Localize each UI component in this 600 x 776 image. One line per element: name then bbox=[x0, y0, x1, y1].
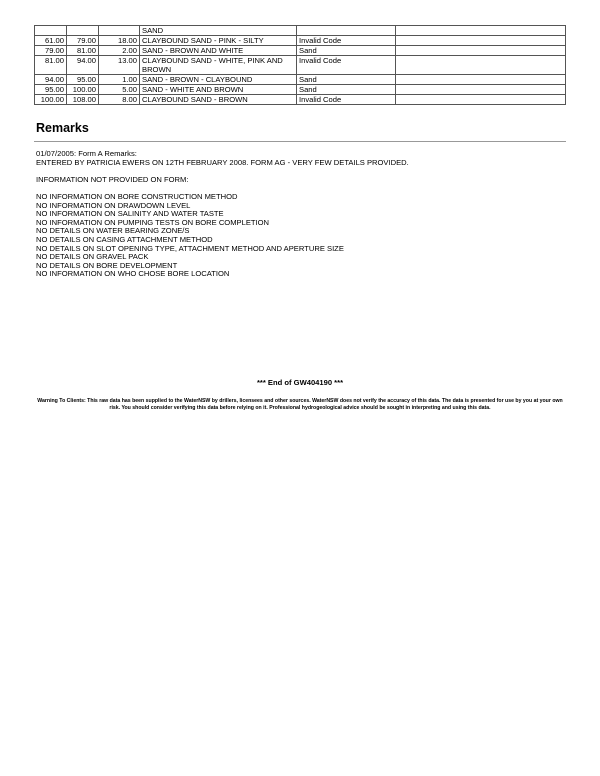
comments-cell bbox=[396, 95, 566, 105]
geology-code-cell: Invalid Code bbox=[297, 56, 396, 75]
remarks-line: NO DETAILS ON SLOT OPENING TYPE, ATTACHMENT METHOD AND APERTURE SIZE bbox=[36, 243, 344, 253]
remarks-line: NO INFORMATION ON WHO CHOSE BORE LOCATION bbox=[36, 269, 230, 279]
table-row bbox=[35, 26, 566, 36]
geology-code-cell: Invalid Code bbox=[297, 36, 396, 46]
depth-from-cell: 94.00 bbox=[35, 75, 67, 85]
remarks-line: NO DETAILS ON CASING ATTACHMENT METHOD bbox=[36, 234, 213, 244]
lithology-table-body bbox=[35, 26, 566, 105]
description-cell: SAND bbox=[140, 26, 297, 36]
depth-from-cell: 81.00 bbox=[35, 56, 67, 75]
remarks-line: INFORMATION NOT PROVIDED ON FORM: bbox=[36, 174, 189, 184]
description-cell: CLAYBOUND SAND - BROWN bbox=[140, 95, 297, 105]
remarks-divider bbox=[34, 141, 566, 142]
table-row bbox=[35, 36, 566, 46]
thickness-cell: 2.00 bbox=[99, 46, 140, 56]
remarks-line: 01/07/2005: Form A Remarks: bbox=[36, 149, 137, 158]
depth-from-cell: 100.00 bbox=[35, 95, 67, 105]
geology-code-cell: Sand bbox=[297, 46, 396, 56]
thickness-cell: 8.00 bbox=[99, 95, 140, 105]
thickness-cell: 1.00 bbox=[99, 75, 140, 85]
lithology-table bbox=[34, 25, 566, 105]
comments-cell bbox=[396, 46, 566, 56]
description-cell: CLAYBOUND SAND - WHITE, PINK AND BROWN bbox=[140, 56, 297, 75]
remarks-line: NO DETAILS ON GRAVEL PACK bbox=[36, 252, 149, 262]
description-cell: SAND - WHITE AND BROWN bbox=[140, 85, 297, 95]
remarks-line: NO INFORMATION ON SALINITY AND WATER TASTE bbox=[36, 209, 224, 219]
end-of-record-marker: *** End of GW404190 *** bbox=[256, 378, 344, 387]
depth-to-cell: 79.00 bbox=[67, 36, 99, 46]
thickness-cell: 13.00 bbox=[99, 56, 140, 75]
depth-to-cell: 94.00 bbox=[67, 56, 99, 75]
depth-from-cell: 61.00 bbox=[35, 36, 67, 46]
depth-to-cell: 108.00 bbox=[67, 95, 99, 105]
table-row bbox=[35, 85, 566, 95]
description-cell: SAND - BROWN AND WHITE bbox=[140, 46, 297, 56]
remarks-body bbox=[36, 150, 566, 279]
depth-from-cell bbox=[35, 26, 67, 36]
table-row bbox=[35, 75, 566, 85]
remarks-line: NO INFORMATION ON DRAWDOWN LEVEL bbox=[36, 200, 191, 210]
depth-from-cell: 95.00 bbox=[35, 85, 67, 95]
description-cell: SAND - BROWN - CLAYBOUND bbox=[140, 75, 297, 85]
remarks-line: NO DETAILS ON WATER BEARING ZONE/S bbox=[36, 226, 190, 236]
remarks-line: NO DETAILS ON BORE DEVELOPMENT bbox=[36, 260, 178, 270]
geology-code-cell: Invalid Code bbox=[297, 95, 396, 105]
geology-code-cell: Sand bbox=[297, 85, 396, 95]
geology-code-cell: Sand bbox=[297, 75, 396, 85]
depth-to-cell: 100.00 bbox=[67, 85, 99, 95]
thickness-cell: 5.00 bbox=[99, 85, 140, 95]
remarks-line: NO INFORMATION ON PUMPING TESTS ON BORE COMPLETION bbox=[36, 217, 270, 227]
remarks-heading: Remarks bbox=[36, 121, 89, 135]
thickness-cell bbox=[99, 26, 140, 36]
thickness-cell: 18.00 bbox=[99, 36, 140, 46]
geology-code-cell bbox=[297, 26, 396, 36]
comments-cell bbox=[396, 36, 566, 46]
table-row bbox=[35, 46, 566, 56]
depth-to-cell bbox=[67, 26, 99, 36]
remarks-line: NO INFORMATION ON BORE CONSTRUCTION METHOD bbox=[36, 191, 238, 201]
depth-to-cell: 81.00 bbox=[67, 46, 99, 56]
warning-to-clients: Warning To Clients: This raw data has been supplied to the WaterNSW by drillers, licensees and other sources. WaterNSW does not verify the accuracy of this data. The data is presented for use by you at your own risk. You should consider verifying this data before relying on it. Professional hydrogeological advice should be sought in interpreting and using this data. bbox=[37, 398, 563, 411]
comments-cell bbox=[396, 75, 566, 85]
comments-cell bbox=[396, 85, 566, 95]
description-cell: CLAYBOUND SAND - PINK - SILTY bbox=[140, 36, 297, 46]
depth-from-cell: 79.00 bbox=[35, 46, 67, 56]
table-row bbox=[35, 56, 566, 75]
depth-to-cell: 95.00 bbox=[67, 75, 99, 85]
table-row bbox=[35, 95, 566, 105]
comments-cell bbox=[396, 26, 566, 36]
remarks-line: ENTERED BY PATRICIA EWERS ON 12TH FEBRUARY 2008. FORM AG - VERY FEW DETAILS PROVIDED. bbox=[36, 157, 409, 167]
comments-cell bbox=[396, 56, 566, 75]
